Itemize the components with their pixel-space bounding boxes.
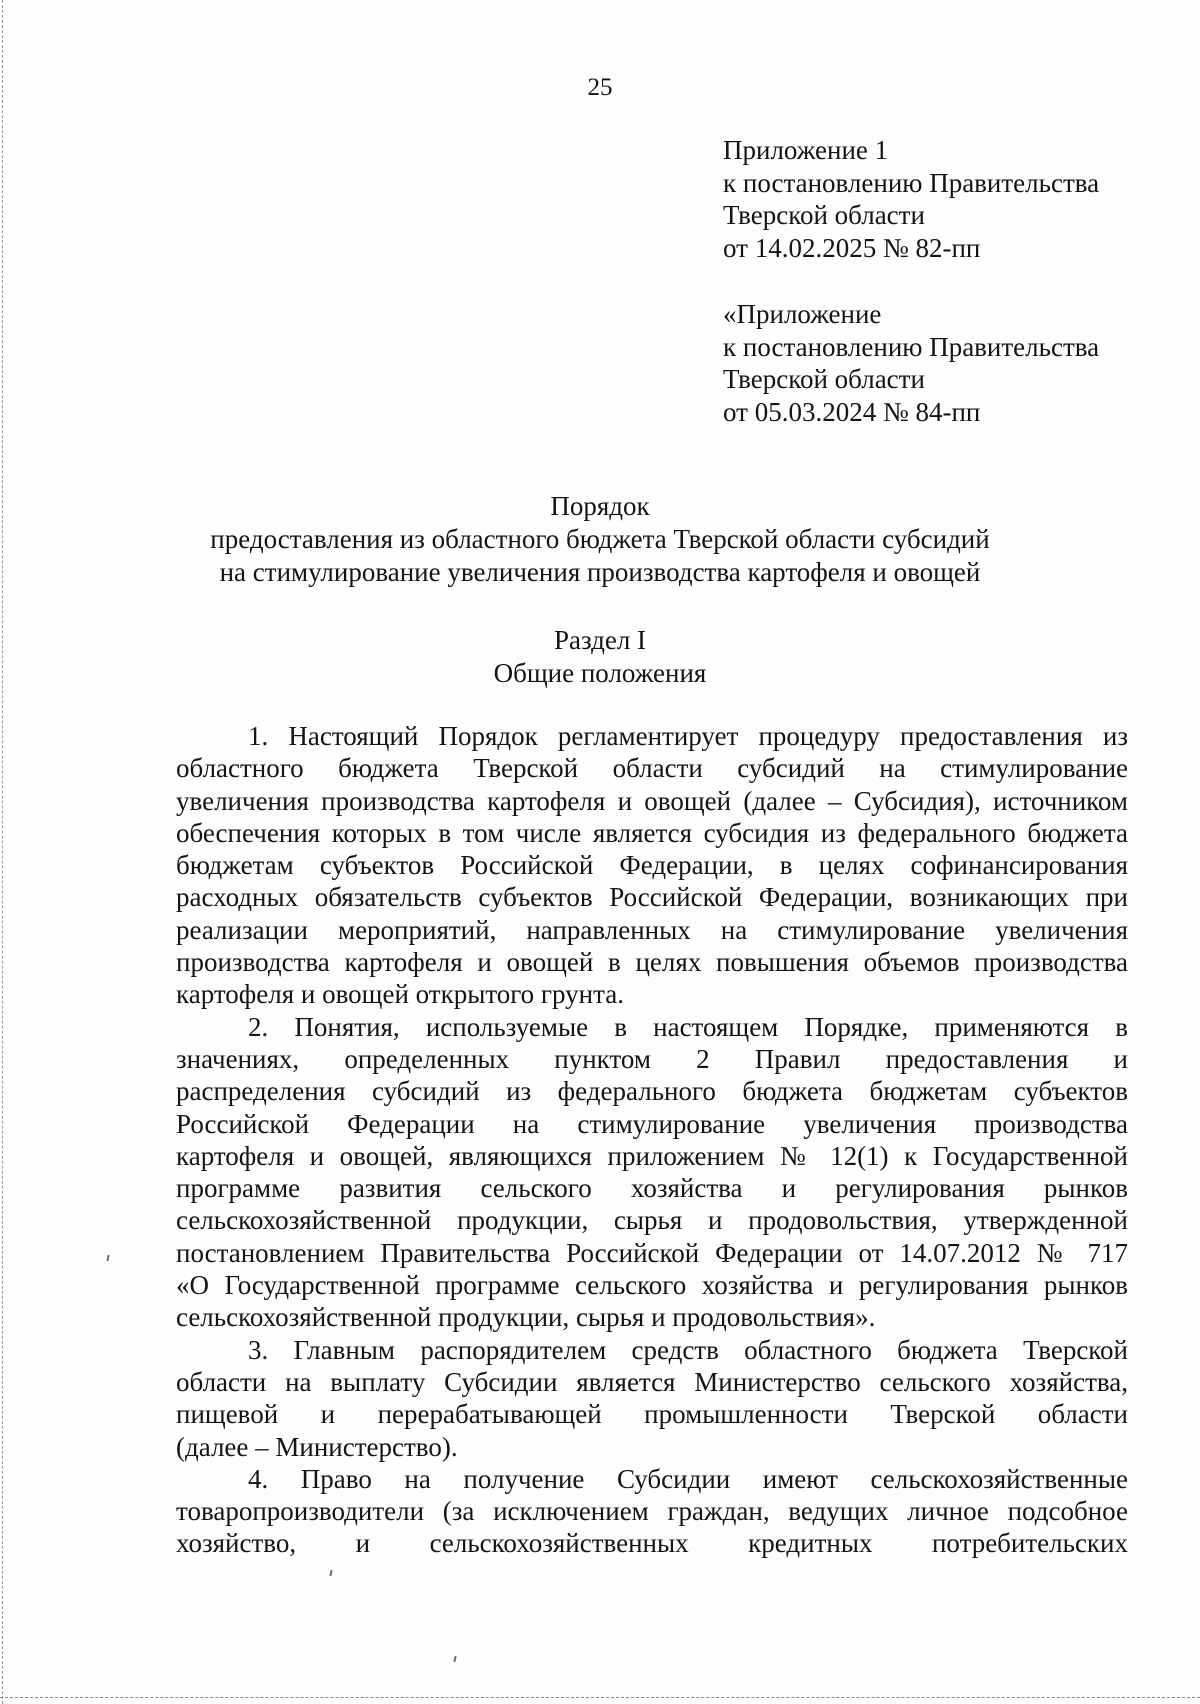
paragraph-line: картофеля и овощей, являющихся приложением № 12(1) к Государственной [176, 1140, 1128, 1171]
paragraph-line: 4. Право на получение Субсидии имеют сельскохозяйственные [248, 1463, 1128, 1494]
attachment-line: Приложение 1 [723, 135, 889, 165]
title-line: Порядок [550, 491, 650, 521]
paragraph-line: 1. Настоящий Порядок регламентирует процедуру предоставления из [248, 721, 1128, 751]
section-name: Общие положения [493, 658, 707, 688]
paragraph-line: обеспечения которых в том числе является субсидия из федерального бюджета [176, 817, 1128, 848]
section-number: Раздел I [553, 625, 647, 655]
paragraph [176, 1011, 1128, 1334]
attachment-line: от 05.03.2024 № 84-пп [723, 396, 981, 427]
title-line: предоставления из областного бюджета Тверской области субсидий [210, 524, 990, 554]
paragraph-line: значениях, определенных пунктом 2 Правил предоставления и [176, 1043, 1128, 1074]
paragraph-line: распределения субсидий из федерального бюджета бюджетам субъектов [176, 1076, 1128, 1107]
document-title [0, 490, 1200, 589]
section-heading [0, 624, 1200, 690]
paragraph-line: производства картофеля и овощей в целях повышения объемов производства [176, 947, 1128, 978]
paragraph-line: товаропроизводители (за исключением граждан, ведущих личное подсобное [176, 1496, 1128, 1527]
paragraph-line: области на выплату Субсидии является Министерство сельского хозяйства, [176, 1366, 1128, 1397]
paragraph-line: областного бюджета Тверской области субсидий на стимулирование [176, 753, 1128, 784]
paragraph-line: постановлением Правительства Российской Федерации от 14.07.2012 № 717 [176, 1237, 1128, 1268]
scan-edge-left [2, 0, 3, 1704]
document-body [176, 720, 1128, 1560]
title-line: на стимулирование увеличения производства картофеля и овощей [219, 557, 981, 587]
paragraph-line: (далее – Министерство). [176, 1431, 458, 1462]
paragraph-line: увеличения производства картофеля и овощей (далее – Субсидия), источником [176, 785, 1128, 816]
attachment-line: Тверской области [723, 200, 925, 230]
scan-edge-bottom [0, 1697, 1200, 1698]
paragraph-line: бюджетам субъектов Российской Федерации, в целях софинансирования [176, 850, 1128, 881]
attachment-header-original [723, 298, 1099, 428]
paragraph [176, 1334, 1128, 1463]
paragraph-line: Российской Федерации на стимулирование увеличения производства [176, 1108, 1128, 1139]
attachment-line: к постановлению Правительства [723, 167, 1100, 198]
scan-speck [106, 1255, 109, 1261]
paragraph-line: программе развития сельского хозяйства и регулирования рынков [176, 1173, 1128, 1204]
paragraph [176, 720, 1128, 1011]
paragraph-line: 2. Понятия, используемые в настоящем Порядке, применяются в [248, 1011, 1128, 1042]
paragraph-line: расходных обязательств субъектов Российской Федерации, возникающих при [176, 882, 1128, 913]
paragraph-line: сельскохозяйственной продукции, сырья и продовольствия». [176, 1302, 876, 1333]
paragraph-line: реализации мероприятий, направленных на стимулирование увеличения [176, 914, 1128, 945]
paragraph-line: сельскохозяйственной продукции, сырья и продовольствия, утвержденной [176, 1205, 1128, 1236]
attachment-line: «Приложение [723, 299, 882, 329]
paragraph [176, 1463, 1128, 1560]
paragraph-line: 3. Главным распорядителем средств областного бюджета Тверской [248, 1334, 1128, 1365]
attachment-line: Тверской области [723, 364, 925, 394]
page-number: 25 [587, 74, 613, 101]
paragraph-line: «О Государственной программе сельского хозяйства и регулирования рынков [176, 1270, 1128, 1301]
scan-speck [329, 1570, 332, 1576]
scan-speck [453, 1656, 456, 1662]
paragraph-line: картофеля и овощей открытого грунта. [176, 979, 624, 1010]
attachment-line: от 14.02.2025 № 82-пп [723, 232, 981, 263]
paragraph-line: хозяйство, и сельскохозяйственных кредитных потребительских [176, 1528, 1128, 1559]
paragraph-line: пищевой и перерабатывающей промышленности Тверской области [176, 1399, 1128, 1430]
attachment-line: к постановлению Правительства [723, 331, 1100, 362]
attachment-header-current [723, 134, 1099, 264]
